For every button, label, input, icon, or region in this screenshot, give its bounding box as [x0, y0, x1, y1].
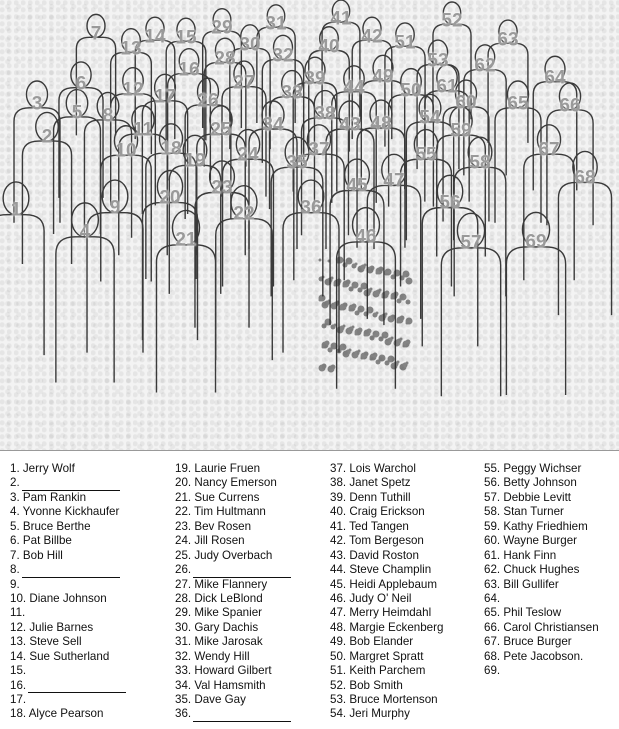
dress-pattern-dot: [364, 264, 367, 267]
photo-number-label: 53: [427, 50, 449, 72]
photo-number-label: 50: [400, 80, 422, 102]
legend-entry: [330, 462, 443, 476]
legend-entry: [175, 621, 291, 635]
legend-entry: [175, 563, 291, 577]
legend-entry: [330, 505, 443, 519]
photo-number-label: 2: [41, 126, 53, 148]
legend-entry-text: 19. Laurie Fruen: [175, 462, 261, 475]
legend-entry: [330, 679, 443, 693]
dress-pattern-dot: [385, 291, 390, 296]
legend-entry: [175, 650, 291, 664]
dress-pattern-dot: [358, 350, 361, 353]
legend-entry: [175, 476, 291, 490]
legend-entry: [10, 534, 126, 548]
photo-number-label: 23: [211, 177, 233, 199]
photo-number-label: 18: [160, 138, 182, 160]
legend-column-3: [330, 462, 443, 722]
legend-entry-text: 55. Peggy Wichser: [484, 462, 582, 475]
legend-entry-text: 7. Bob Hill: [10, 548, 63, 562]
photo-number-label: 29: [211, 17, 233, 39]
legend-entry: [330, 520, 443, 534]
legend-entry: [484, 491, 599, 505]
legend-entry-text: 48. Margie Eckenberg: [330, 620, 444, 634]
photo-number-label: 4: [79, 221, 91, 243]
legend-entry: [10, 563, 126, 577]
legend-entry-text: 32. Wendy Hill: [175, 649, 250, 663]
legend-entry: [330, 707, 443, 721]
person-body-outline: [441, 248, 500, 396]
legend-entry: [330, 549, 443, 563]
dress-pattern-dot: [349, 349, 352, 352]
dress-pattern-dot: [346, 280, 351, 285]
legend-entry: [10, 650, 126, 664]
legend-entry-text: 66. Carol Christiansen: [484, 620, 599, 634]
legend-entry: [484, 650, 599, 664]
legend-entry-text: 52. Bob Smith: [330, 678, 403, 692]
legend-entry-text: 49. Bob Elander: [330, 635, 414, 649]
legend-entry: [330, 563, 443, 577]
photo-number-label: 61: [436, 76, 458, 98]
photo-number-label: 49: [372, 66, 394, 88]
legend-entry: [330, 635, 443, 649]
dress-pattern-dot: [358, 306, 365, 313]
legend-entry: [175, 505, 291, 519]
dress-pattern-dot: [331, 365, 336, 370]
photo-number-label: 46: [355, 226, 377, 248]
photo-number-label: 63: [497, 29, 519, 51]
legend-entry-text: 30. Gary Dachis: [175, 620, 259, 634]
legend-entry: [330, 592, 443, 606]
legend-entry: [484, 664, 599, 678]
photo-number-label: 54: [419, 107, 441, 129]
dress-pattern-dot: [322, 364, 327, 369]
name-legend: [0, 462, 619, 729]
legend-entry-text: 64.: [484, 591, 501, 605]
legend-entry: [330, 693, 443, 707]
legend-entry-text: 50. Margret Spratt: [330, 649, 424, 663]
dress-pattern-dot: [364, 352, 369, 357]
legend-entry: [10, 549, 126, 563]
person-body-outline: [87, 213, 143, 353]
legend-entry-text: 61. Hank Finn: [484, 548, 557, 562]
person-body-outline: [495, 108, 541, 223]
photo-number-label: 69: [525, 231, 547, 253]
photo-number-label: 16: [178, 59, 200, 81]
photo-number-label: 38: [314, 103, 336, 125]
dress-pattern-dot: [328, 300, 331, 303]
photo-number-label: 11: [132, 119, 154, 141]
dress-pattern-dot: [406, 362, 409, 365]
photo-number-label: 31: [265, 13, 287, 35]
dress-pattern-dot: [400, 316, 405, 321]
legend-entry: [330, 491, 443, 505]
photo-number-label: 58: [469, 152, 491, 174]
photo-number-label: 45: [346, 175, 368, 197]
dress-pattern-dot: [352, 282, 359, 289]
photo-number-label: 65: [507, 93, 529, 115]
legend-entry: [330, 476, 443, 490]
photo-number-label: 14: [144, 26, 166, 48]
legend-entry-text: 26.: [175, 563, 192, 577]
legend-entry-text: 8.: [10, 563, 20, 577]
legend-entry: [10, 606, 126, 620]
photo-number-label: 55: [415, 144, 437, 166]
dress-pattern-dot: [379, 355, 386, 362]
photo-number-label: 62: [474, 55, 496, 77]
legend-entry-text: 67. Bruce Burger: [484, 635, 572, 649]
dress-pattern-dot: [340, 344, 347, 351]
photo-number-label: 33: [281, 82, 303, 104]
dress-pattern-dot: [370, 266, 375, 271]
legend-entry-text: 69.: [484, 664, 501, 678]
dress-pattern-dot: [334, 324, 337, 327]
photo-number-label: 19: [184, 150, 206, 172]
photo-number-label: 32: [272, 45, 294, 67]
photo-number-label: 24: [237, 144, 259, 166]
photo-number-label: 27: [233, 72, 255, 94]
photo-number-label: 10: [115, 140, 137, 162]
legend-entry-text: 34. Val Hamsmith: [175, 678, 266, 692]
legend-entry: [175, 606, 291, 620]
dress-pattern-dot: [346, 258, 353, 265]
dress-pattern-dot: [400, 338, 403, 341]
legend-entry-text: 45. Heidi Applebaum: [330, 577, 437, 591]
legend-entry: [484, 476, 599, 490]
legend-entry-text: 56. Betty Johnson: [484, 476, 577, 490]
dress-pattern-dot: [400, 294, 407, 301]
legend-entry-text: 35. Dave Gay: [175, 693, 246, 706]
legend-entry: [175, 707, 291, 721]
photo-number-label: 3: [31, 93, 43, 115]
legend-entry: [330, 606, 443, 620]
legend-entry: [10, 462, 126, 476]
legend-entry: [484, 578, 599, 592]
dress-pattern-dot: [343, 325, 346, 328]
person-body-outline: [56, 237, 114, 383]
dress-pattern-dot: [367, 329, 372, 334]
dress-pattern-dot: [337, 279, 342, 284]
dress-pattern-dot: [328, 260, 331, 263]
blank-name-line: [22, 479, 120, 491]
person-body-outline: [216, 219, 273, 360]
dress-pattern-dot: [319, 295, 326, 302]
legend-entry-text: 3. Pam Rankin: [10, 490, 87, 504]
legend-entry: [175, 534, 291, 548]
photo-number-label: 51: [394, 32, 416, 54]
photo-number-label: 17: [154, 86, 176, 108]
legend-entry: [484, 462, 599, 476]
photo-number-label: 37: [308, 139, 330, 161]
dress-pattern-dot: [373, 331, 380, 338]
legend-entry-text: 60. Wayne Burger: [484, 534, 578, 548]
legend-entry-text: 62. Chuck Hughes: [484, 563, 580, 577]
legend-entry: [175, 664, 291, 678]
legend-entry-text: 9.: [10, 577, 20, 591]
dress-pattern-dot: [406, 278, 413, 285]
legend-entry-text: 12. Julie Barnes: [10, 620, 94, 634]
person-body-outline: [22, 141, 71, 264]
photo-number-label: 22: [233, 203, 255, 225]
person-body-outline: [506, 247, 565, 395]
legend-entry-text: 41. Ted Tangen: [330, 519, 409, 533]
legend-entry: [484, 505, 599, 519]
legend-entry-text: 42. Tom Bergeson: [330, 534, 424, 548]
dress-pattern-dot: [322, 276, 325, 279]
dress-pattern-dot: [343, 303, 348, 308]
legend-entry: [330, 621, 443, 635]
legend-entry: [175, 520, 291, 534]
photo-number-label: 25: [210, 119, 232, 141]
legend-entry-text: 22. Tim Hultmann: [175, 505, 266, 519]
legend-entry-text: 43. David Roston: [330, 548, 419, 562]
dress-pattern-dot: [406, 300, 411, 305]
photo-number-label: 59: [450, 120, 472, 142]
legend-entry: [330, 578, 443, 592]
photo-number-label: 52: [441, 10, 463, 32]
legend-entry: [175, 635, 291, 649]
photo-number-label: 28: [214, 48, 236, 70]
dress-pattern-dot: [331, 343, 338, 350]
person-body-outline: [401, 159, 452, 286]
legend-entry: [484, 534, 599, 548]
legend-entry: [484, 592, 599, 606]
legend-entry: [10, 505, 126, 519]
legend-entry-text: 31. Mike Jarosak: [175, 635, 263, 649]
dress-pattern-dot: [337, 257, 344, 264]
legend-entry-text: 59. Kathy Friedhiem: [484, 519, 588, 533]
legend-entry-text: 16.: [10, 678, 27, 692]
legend-entry-text: 44. Steve Champlin: [330, 563, 432, 577]
blank-name-line: [28, 681, 126, 693]
photo-number-label: 67: [538, 139, 560, 161]
dress-pattern-dot: [382, 332, 389, 339]
photo-number-label: 26: [197, 90, 219, 112]
dress-pattern-dot: [388, 356, 395, 363]
legend-entry-text: 65. Phil Teslow: [484, 606, 562, 620]
photo-number-label: 1: [10, 199, 22, 221]
legend-entry: [330, 664, 443, 678]
legend-entry-text: 36.: [175, 707, 192, 721]
blank-name-line: [193, 710, 291, 722]
person-body-outline: [422, 208, 477, 347]
legend-entry: [175, 578, 291, 592]
legend-entry: [175, 693, 291, 707]
dress-pattern-dot: [352, 304, 357, 309]
dress-pattern-dot: [397, 361, 400, 364]
photo-number-label: 13: [120, 38, 142, 60]
photo-number-label: 68: [574, 167, 596, 189]
legend-entry-text: 57. Debbie Levitt: [484, 490, 572, 504]
legend-entry-text: 23. Bev Rosen: [175, 519, 252, 533]
photo-number-label: 66: [559, 95, 581, 117]
legend-entry-text: 24. Jill Rosen: [175, 534, 245, 548]
photo-number-label: 42: [361, 26, 383, 48]
legend-entry-text: 20. Nancy Emerson: [175, 476, 277, 490]
legend-entry-text: 38. Janet Spetz: [330, 476, 411, 490]
legend-column-4: [484, 462, 599, 679]
photo-number-label: 41: [330, 8, 352, 30]
legend-entry: [10, 491, 126, 505]
person-body-outline: [84, 120, 131, 238]
photo-number-label: 35: [286, 152, 308, 174]
dress-pattern-dot: [355, 263, 358, 266]
person-body-outline: [524, 154, 574, 280]
legend-entry: [330, 650, 443, 664]
dress-pattern-dot: [337, 301, 340, 304]
photo-number-label: 21: [175, 229, 197, 251]
legend-entry-text: 68. Pete Jacobson.: [484, 649, 584, 663]
legend-entry-text: 15.: [10, 664, 27, 678]
legend-entry-text: 63. Bill Gullifer: [484, 577, 559, 591]
photo-number-label: 15: [175, 27, 197, 49]
legend-entry: [10, 621, 126, 635]
legend-entry: [175, 462, 291, 476]
legend-entry: [10, 707, 126, 721]
photo-number-label: 44: [343, 77, 365, 99]
legend-entry-text: 51. Keith Parchem: [330, 664, 426, 678]
dress-pattern-dot: [358, 328, 363, 333]
legend-entry-text: 5. Bruce Berthe: [10, 519, 91, 533]
blank-name-line: [22, 566, 120, 578]
legend-entry-text: 37. Lois Warchol: [330, 462, 416, 475]
legend-entry-text: 11.: [10, 606, 26, 620]
legend-entry: [10, 476, 126, 490]
legend-entry: [175, 679, 291, 693]
legend-entry: [10, 578, 126, 592]
legend-entry-text: 33. Howard Gilbert: [175, 664, 272, 678]
photo-number-label: 30: [239, 34, 261, 56]
dress-pattern-dot: [319, 259, 322, 262]
dress-pattern-dot: [403, 271, 410, 278]
legend-column-1: [10, 462, 126, 722]
legend-entry-text: 10. Diane Johnson: [10, 591, 107, 605]
photo-number-label: 12: [122, 79, 144, 101]
legend-entry-text: 6. Pat Billbe: [10, 534, 72, 548]
legend-entry-text: 40. Craig Erickson: [330, 505, 425, 519]
dress-pattern-dot: [391, 337, 394, 340]
legend-entry: [484, 635, 599, 649]
legend-entry: [175, 592, 291, 606]
photo-number-label: 6: [75, 73, 87, 95]
legend-entry: [10, 664, 126, 678]
photo-number-label: 48: [370, 113, 392, 135]
photo-number-label: 5: [71, 102, 83, 124]
legend-entry-text: 18. Alyce Pearson: [10, 707, 104, 721]
dress-pattern-dot: [325, 341, 330, 346]
legend-entry: [484, 563, 599, 577]
legend-entry-text: 4. Yvonne Kickhaufer: [10, 505, 120, 519]
dress-pattern-dot: [376, 312, 379, 315]
photo-number-label: 7: [90, 23, 102, 45]
legend-entry: [484, 621, 599, 635]
legend-entry: [175, 491, 291, 505]
dress-pattern-dot: [394, 270, 401, 277]
dress-pattern-dot: [367, 307, 374, 314]
photo-number-label: 47: [383, 170, 405, 192]
legend-entry-text: 54. Jeri Murphy: [330, 707, 410, 721]
dress-pattern-dot: [373, 353, 378, 358]
legend-entry: [10, 679, 126, 693]
dress-pattern-dot: [379, 289, 382, 292]
dress-pattern-dot: [391, 315, 396, 320]
blank-name-line: [193, 566, 291, 578]
photo-number-label: 36: [300, 197, 322, 219]
photo-number-label: 34: [262, 114, 284, 136]
photo-number-label: 57: [460, 232, 482, 254]
photo-number-label: 56: [439, 192, 461, 214]
dress-pattern-dot: [325, 319, 332, 326]
legend-entry-text: 13. Steve Sell: [10, 635, 82, 649]
legend-entry-text: 27. Mike Flannery: [175, 577, 268, 591]
photo-number-label: 9: [109, 197, 121, 219]
dress-pattern-dot: [385, 269, 392, 276]
photo-number-label: 20: [159, 187, 181, 209]
legend-entry: [330, 534, 443, 548]
person-body-outline: [156, 245, 215, 393]
dress-pattern-dot: [361, 283, 368, 290]
person-body-outline: [406, 122, 453, 240]
legend-entry-text: 21. Sue Currens: [175, 490, 260, 504]
photo-number-label: 43: [339, 114, 361, 136]
legend-entry: [484, 549, 599, 563]
dress-pattern-dot: [331, 277, 334, 280]
legend-entry: [175, 549, 291, 563]
dress-pattern-dot: [379, 267, 384, 272]
photo-number-label: 60: [455, 92, 477, 114]
legend-entry-text: 29. Mike Spanier: [175, 606, 262, 620]
legend-entry-text: 47. Merry Heimdahl: [330, 606, 432, 620]
legend-entry-text: 39. Denn Tuthill: [330, 490, 411, 504]
legend-entry-text: 14. Sue Sutherland: [10, 649, 110, 663]
legend-entry-text: 53. Bruce Mortenson: [330, 693, 438, 706]
legend-entry-text: 2.: [10, 476, 20, 490]
legend-entry: [10, 635, 126, 649]
legend-entry: [484, 606, 599, 620]
legend-entry: [10, 693, 126, 707]
legend-entry-text: 58. Stan Turner: [484, 505, 564, 519]
photo-number-label: 64: [544, 67, 566, 89]
dress-pattern-dot: [406, 340, 411, 345]
legend-entry: [10, 592, 126, 606]
legend-entry: [484, 520, 599, 534]
legend-entry-text: 28. Dick LeBlond: [175, 591, 263, 605]
legend-entry-text: 25. Judy Overbach: [175, 548, 273, 562]
legend-entry-text: 46. Judy O' Neil: [330, 591, 412, 605]
dress-pattern-dot: [370, 288, 373, 291]
legend-entry-text: 1. Jerry Wolf: [10, 462, 75, 475]
photo-number-label: 39: [304, 68, 326, 90]
photo-number-label: 40: [318, 36, 340, 58]
person-body-outline: [558, 182, 611, 315]
dress-pattern-dot: [394, 292, 399, 297]
photo-number-label: 8: [102, 105, 114, 127]
legend-column-2: [175, 462, 291, 722]
dress-pattern-dot: [352, 326, 355, 329]
dress-pattern-dot: [406, 318, 413, 325]
dress-pattern-dot: [385, 313, 388, 316]
legend-entry-text: 17.: [10, 693, 27, 706]
legend-entry: [10, 520, 126, 534]
